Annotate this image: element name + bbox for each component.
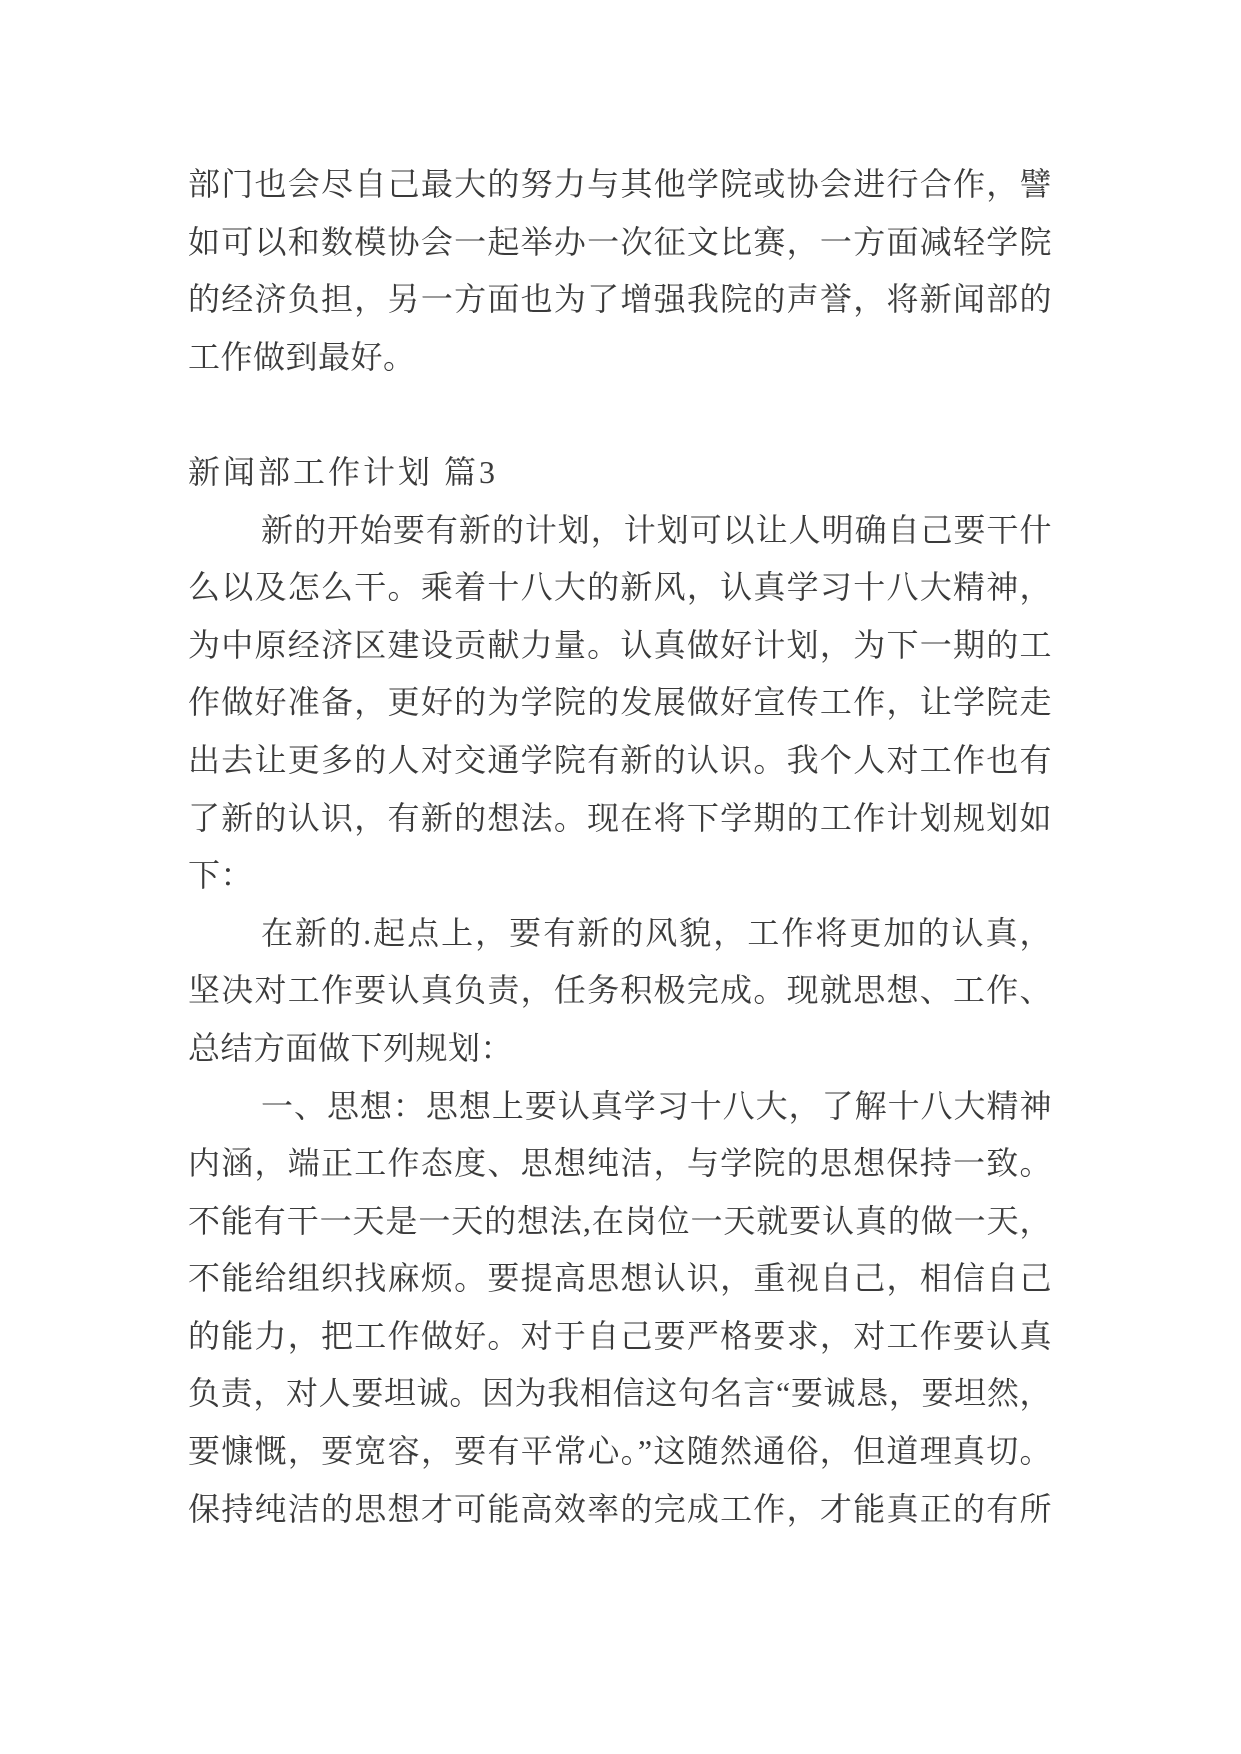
text-line: 不能有干一天是一天的想法,在岗位一天就要认真的做一天， <box>188 1202 1052 1239</box>
text-line: 的经济负担，另一方面也为了增强我院的声誉，将新闻部的 <box>188 281 1052 318</box>
text-line: 一、思想：思想上要认真学习十八大，了解十八大精神 <box>261 1087 1052 1124</box>
text-line: 下： <box>188 857 254 894</box>
text-line: 新闻部工作计划 篇3 <box>188 453 499 490</box>
text-line: 坚决对工作要认真负责，任务积极完成。现就思想、工作、 <box>188 972 1052 1009</box>
text-line: 保持纯洁的思想才可能高效率的完成工作，才能真正的有所 <box>188 1490 1052 1527</box>
text-line: 在新的.起点上，要有新的风貌，工作将更加的认真， <box>261 914 1052 951</box>
text-line: 部门也会尽自己最大的努力与其他学院或协会进行合作，譬 <box>188 166 1052 202</box>
text-line: 出去让更多的人对交通学院有新的认识。我个人对工作也有 <box>188 741 1052 778</box>
text-line: 了新的认识，有新的想法。现在将下学期的工作计划规划如 <box>188 799 1052 836</box>
text-line: 总结方面做下列规划： <box>188 1029 514 1066</box>
text-line: 么以及怎么干。乘着十八大的新风，认真学习十八大精神， <box>188 569 1052 606</box>
text-line: 的能力，把工作做好。对于自己要严格要求，对工作要认真 <box>188 1317 1052 1354</box>
paragraph <box>188 156 1052 386</box>
text-line: 作做好准备，更好的为学院的发展做好宣传工作，让学院走 <box>188 684 1052 721</box>
text-line: 新的开始要有新的计划，计划可以让人明确自己要干什 <box>261 511 1052 548</box>
text-line: 如可以和数模协会一起举办一次征文比赛，一方面减轻学院 <box>188 223 1052 260</box>
paragraph <box>188 502 1052 905</box>
text-line: 工作做到最好。 <box>188 338 416 375</box>
text-line: 要慷慨，要宽容，要有平常心。”这随然通俗，但道理真切。 <box>188 1433 1052 1470</box>
text-line: 不能给组织找麻烦。要提高思想认识，重视自己，相信自己 <box>188 1260 1052 1297</box>
text-line: 为中原经济区建设贡献力量。认真做好计划，为下一期的工 <box>188 626 1052 663</box>
paragraph <box>188 1078 1052 1539</box>
paragraph <box>188 905 1052 1078</box>
section-heading <box>188 444 1052 502</box>
text-line: 负责，对人要坦诚。因为我相信这句名言“要诚恳，要坦然， <box>188 1375 1052 1412</box>
document-text <box>188 156 1052 1538</box>
text-line: 内涵，端正工作态度、思想纯洁，与学院的思想保持一致。 <box>188 1145 1052 1182</box>
